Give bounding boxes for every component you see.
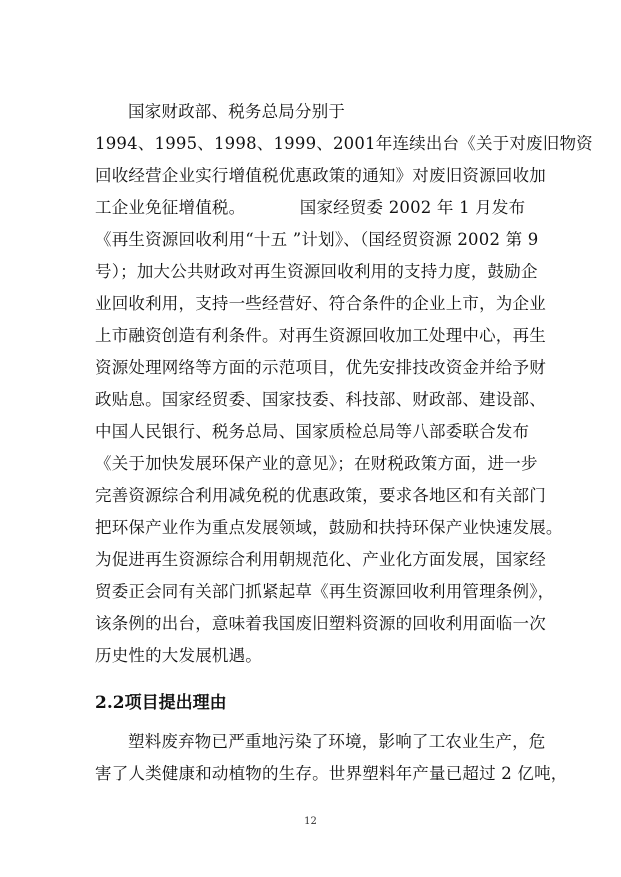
paragraph-line: 把环保产业作为重点发展领域，鼓励和扶持环保产业快速发展。 <box>95 518 563 537</box>
paragraph-line: 害了人类健康和动植物的生存。世界塑料年产量已超过 2 亿吨， <box>95 764 568 783</box>
paragraph-line: 贸委正会同有关部门抓紧起草《再生资源回收利用管理条例》， <box>95 582 555 601</box>
paragraph-line: 《再生资源回收利用“十五 ”计划》、（国经贸资源 2002 第 9 <box>95 230 539 249</box>
section-heading: 2.2项目提出理由 <box>95 693 227 713</box>
paragraph-line: 工企业免征增值税。 国家经贸委 2002 年 1 月发布 <box>95 198 526 217</box>
paragraph-line: 1994、1995、1998、1999、2001年连续出台《关于对废旧物资 <box>95 134 593 153</box>
paragraph-line: 上市融资创造有利条件。对再生资源回收加工处理中心，再生 <box>95 326 546 345</box>
paragraph-line: 回收经营企业实行增值税优惠政策的通知》对废旧资源回收加 <box>95 166 546 185</box>
paragraph-line: 《关于加快发展环保产业的意见》；在财税政策方面，进一步 <box>95 454 538 473</box>
paragraph-line: 国家财政部、税务总局分别于 <box>128 102 346 121</box>
paragraph-line: 资源处理网络等方面的示范项目，优先安排技改资金并给予财 <box>95 358 546 377</box>
paragraph-line: 中国人民银行、税务总局、国家质检总局等八部委联合发布 <box>95 422 530 441</box>
paragraph-line: 号）；加大公共财政对再生资源回收利用的支持力度，鼓励企 <box>95 262 538 281</box>
paragraph-line: 历史性的大发展机遇。 <box>95 646 262 665</box>
paragraph-line: 为促进再生资源综合利用朝规范化、产业化方面发展，国家经 <box>95 550 546 569</box>
paragraph-line: 业回收利用，支持一些经营好、符合条件的企业上市，为企业 <box>95 294 546 313</box>
paragraph-line: 完善资源综合利用减免税的优惠政策，要求各地区和有关部门 <box>95 486 546 505</box>
page-number: 12 <box>304 816 317 827</box>
paragraph-line: 该条例的出台，意味着我国废旧塑料资源的回收利用面临一次 <box>95 614 546 633</box>
paragraph-line: 塑料废弃物已严重地污染了环境，影响了工农业生产，危 <box>128 732 546 751</box>
paragraph-line: 政贴息。国家经贸委、国家技委、科技部、财政部、建设部、 <box>95 390 546 409</box>
